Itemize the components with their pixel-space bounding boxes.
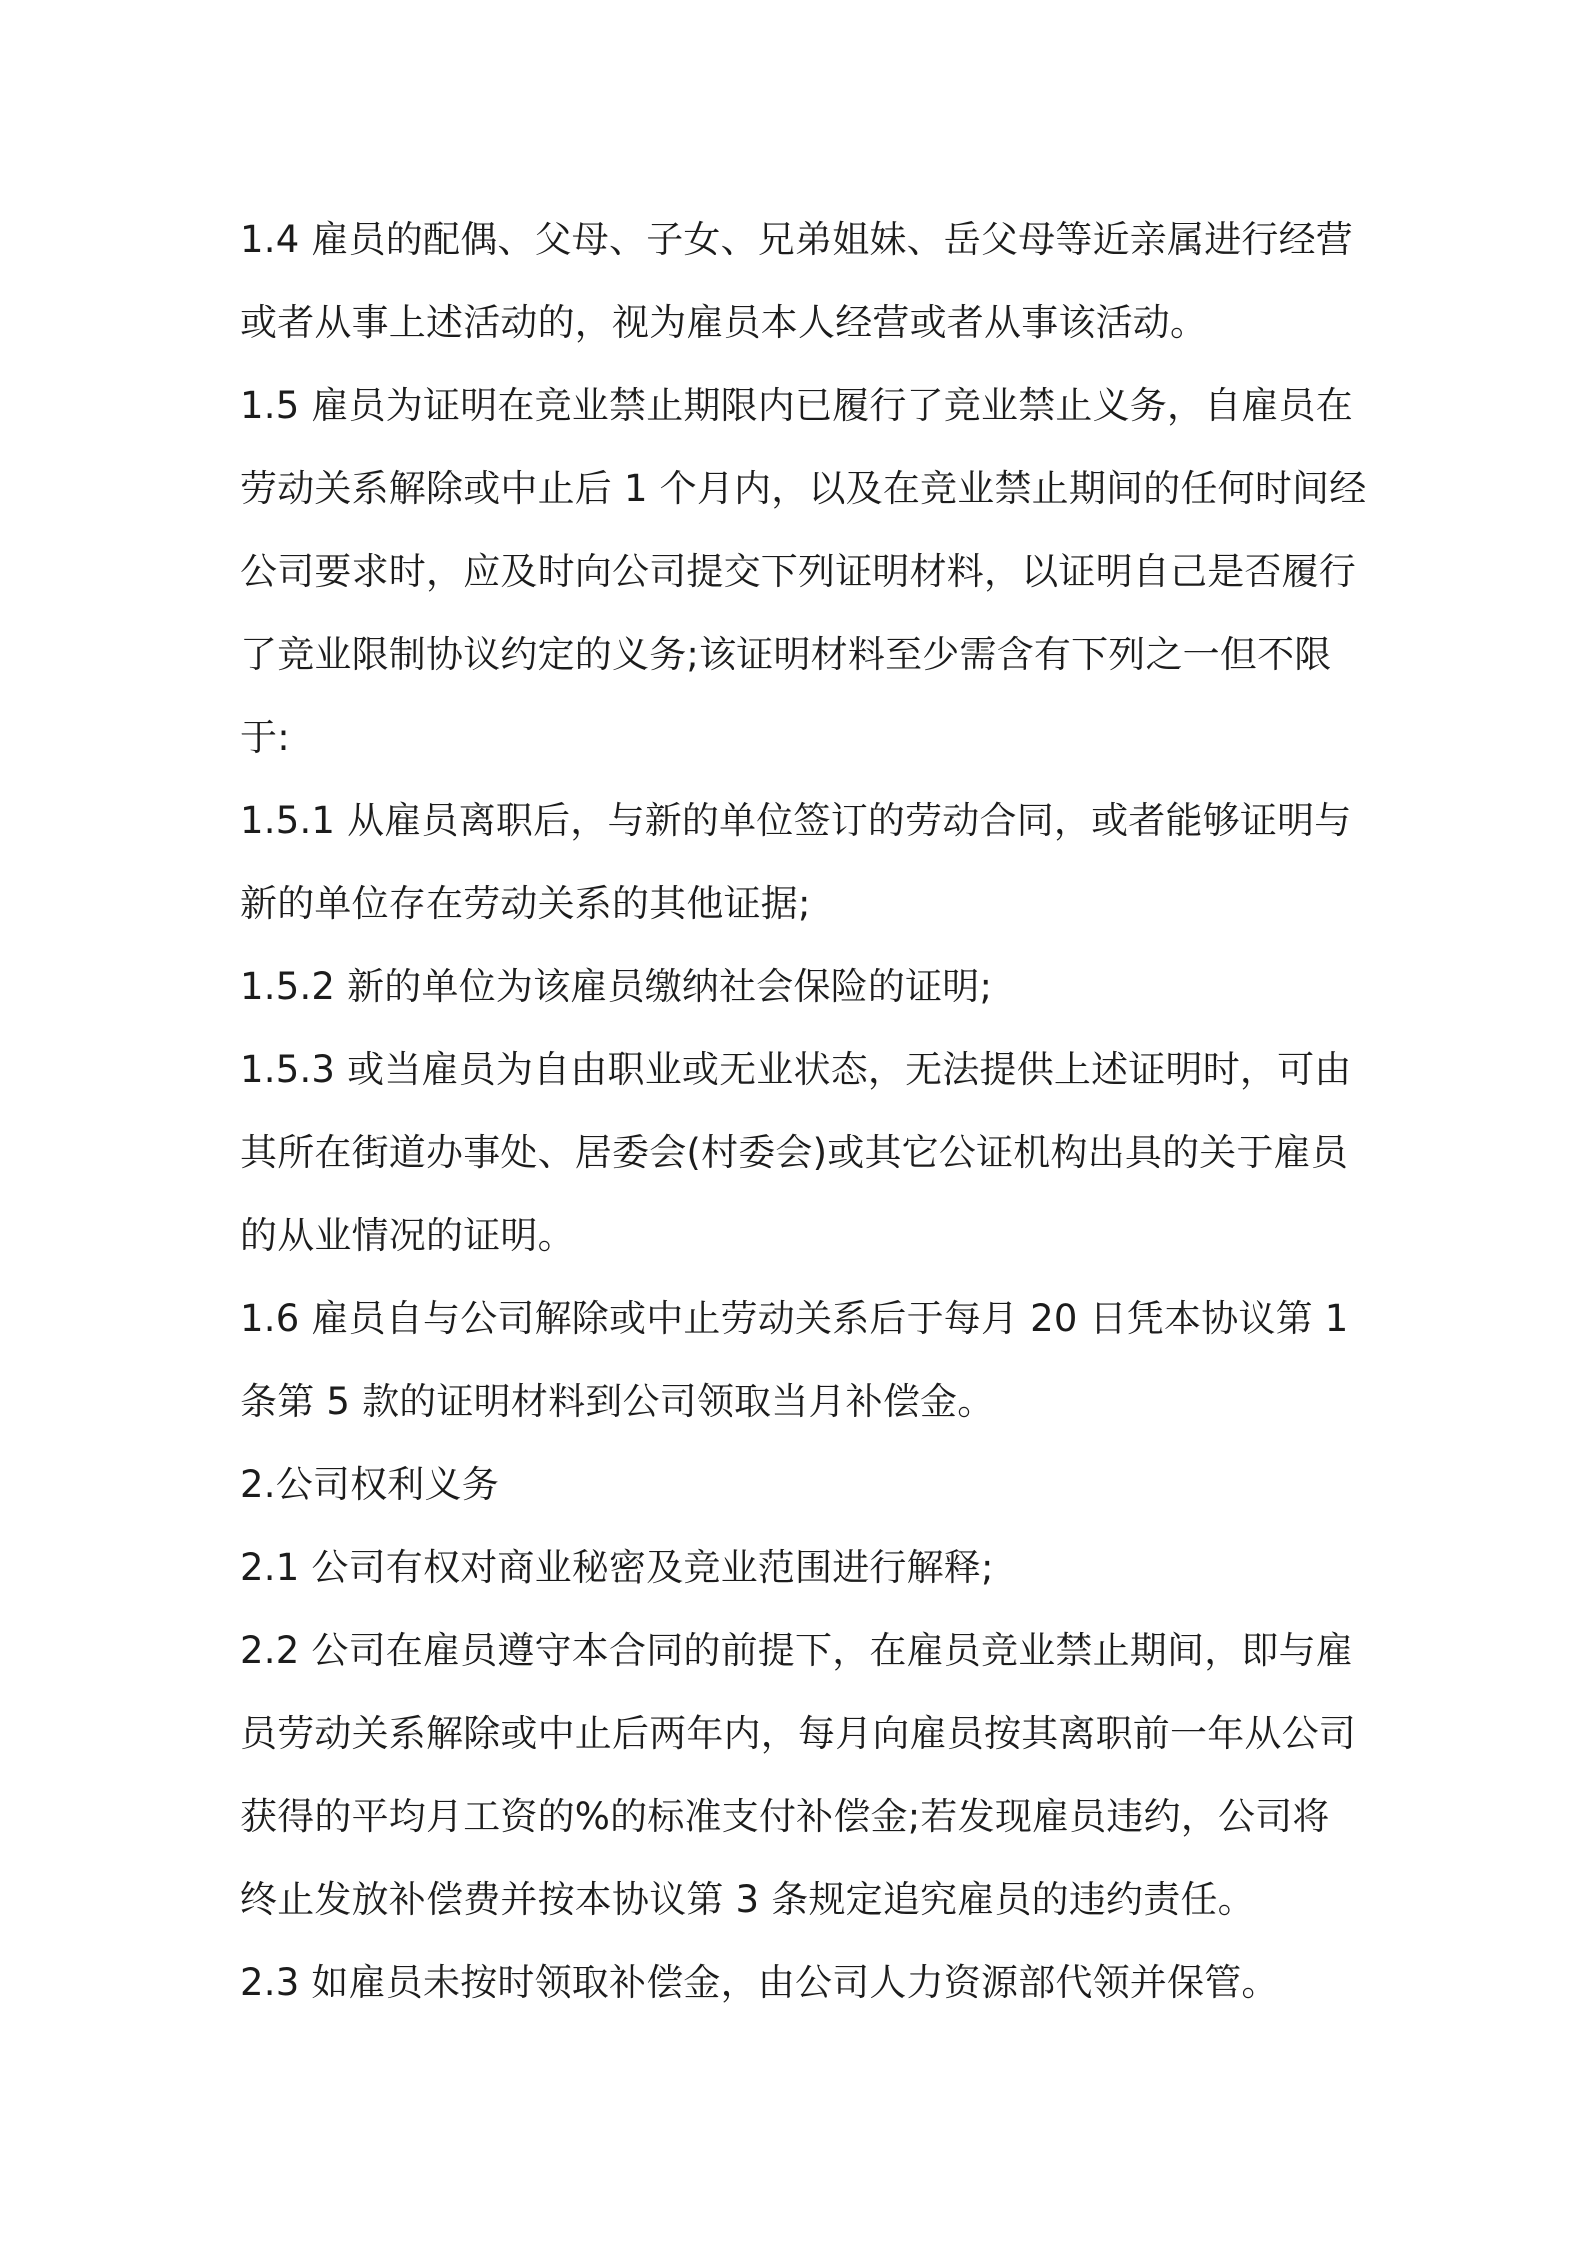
document-body (240, 198, 1367, 2024)
text-line: 于: (240, 716, 290, 759)
text-line: 新的单位存在劳动关系的其他证据; (240, 882, 811, 925)
text-line: 其所在街道办事处、居委会(村委会)或其它公证机构出具的关于雇员 (240, 1131, 1349, 1174)
text-line: 条第 5 款的证明材料到公司领取当月补偿金。 (240, 1380, 995, 1423)
text-line: 2.1 公司有权对商业秘密及竞业范围进行解释; (240, 1546, 994, 1589)
text-line: 1.5.3 或当雇员为自由职业或无业状态，无法提供上述证明时，可由 (240, 1048, 1352, 1091)
text-line: 2.公司权利义务 (240, 1463, 499, 1506)
text-line: 的从业情况的证明。 (240, 1214, 575, 1257)
text-line: 2.3 如雇员未按时领取补偿金，由公司人力资源部代领并保管。 (240, 1961, 1279, 2004)
text-line: 劳动关系解除或中止后 1 个月内，以及在竞业禁止期间的任何时间经 (240, 467, 1367, 510)
text-line: 了竞业限制协议约定的义务;该证明材料至少需含有下列之一但不限 (240, 633, 1332, 676)
text-line: 1.4 雇员的配偶、父母、子女、兄弟姐妹、岳父母等近亲属进行经营 (240, 218, 1354, 261)
text-line: 1.5.2 新的单位为该雇员缴纳社会保险的证明; (240, 965, 993, 1008)
text-line: 获得的平均月工资的%的标准支付补偿金;若发现雇员违约，公司将 (240, 1795, 1330, 1838)
text-line: 1.5 雇员为证明在竞业禁止期限内已履行了竞业禁止义务，自雇员在 (240, 384, 1354, 427)
text-line: 1.6 雇员自与公司解除或中止劳动关系后于每月 20 日凭本协议第 1 (240, 1297, 1349, 1340)
text-line: 员劳动关系解除或中止后两年内，每月向雇员按其离职前一年从公司 (240, 1712, 1356, 1755)
text-line: 1.5.1 从雇员离职后，与新的单位签订的劳动合同，或者能够证明与 (240, 799, 1352, 842)
text-line: 终止发放补偿费并按本协议第 3 条规定追究雇员的违约责任。 (240, 1878, 1255, 1921)
text-line: 2.2 公司在雇员遵守本合同的前提下，在雇员竞业禁止期间，即与雇 (240, 1629, 1354, 1672)
text-line: 公司要求时，应及时向公司提交下列证明材料，以证明自己是否履行 (240, 550, 1356, 593)
text-line: 或者从事上述活动的，视为雇员本人经营或者从事该活动。 (240, 301, 1208, 344)
